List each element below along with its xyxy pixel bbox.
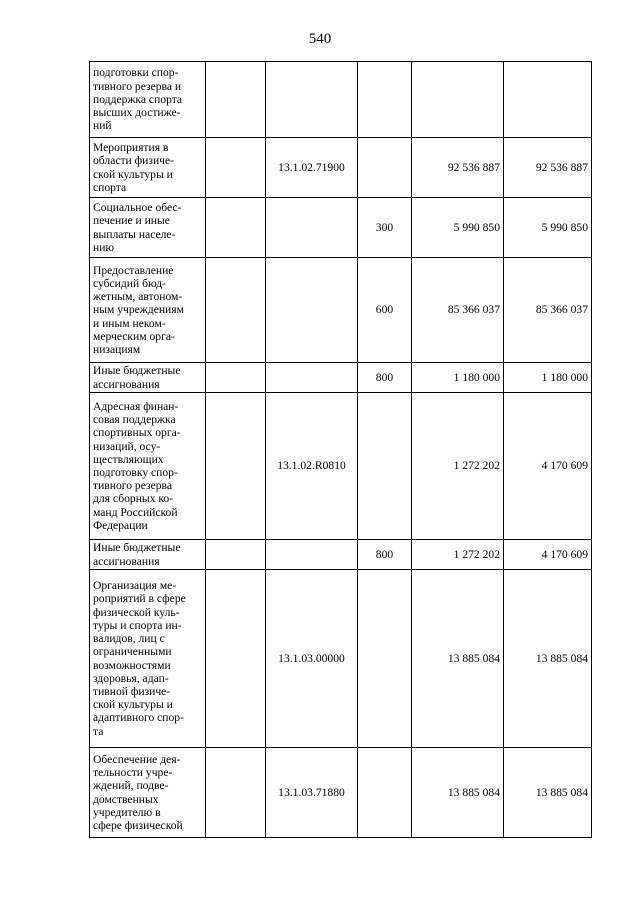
table-row (90, 393, 592, 540)
amount-cell-2: 13 885 084 (504, 748, 592, 838)
table-row (90, 258, 592, 363)
table-row (90, 570, 592, 748)
row-name-cell: Иные бюджетные ассигнования (90, 540, 206, 570)
empty-cell (206, 258, 266, 363)
classification-code-cell: 13.1.02.71900 (266, 138, 358, 198)
empty-cell (206, 198, 266, 258)
empty-cell (206, 62, 266, 138)
classification-code-cell (266, 198, 358, 258)
row-name-cell: Обеспечение дея- тельности учре- ждений, подве- домственных учредителю в сфере физической (90, 748, 206, 838)
row-name-cell: Организация ме- роприятий в сфере физической куль- туры и спорта ин- валидов, лиц с ограниченными возможностями здоровья, адап- тивной физиче- ской культуры и адаптивного спор- та (90, 570, 206, 748)
expense-type-cell: 300 (358, 198, 412, 258)
amount-cell-1: 1 272 202 (412, 540, 504, 570)
amount-cell-2: 92 536 887 (504, 138, 592, 198)
amount-cell-2: 13 885 084 (504, 570, 592, 748)
empty-cell (206, 540, 266, 570)
table-row (90, 62, 592, 138)
row-name-cell: Иные бюджетные ассигнования (90, 363, 206, 393)
table-row (90, 138, 592, 198)
row-name-cell: подготовки спор- тивного резерва и поддержка спорта высших достиже- ний (90, 62, 206, 138)
classification-code-cell (266, 62, 358, 138)
classification-code-cell (266, 540, 358, 570)
budget-table (89, 61, 592, 838)
table-row (90, 748, 592, 838)
amount-cell-1: 13 885 084 (412, 570, 504, 748)
expense-type-cell: 800 (358, 540, 412, 570)
expense-type-cell: 600 (358, 258, 412, 363)
empty-cell (206, 138, 266, 198)
row-name-cell: Адресная финан- совая поддержка спортивных орга- низаций, осу- ществляющих подготовку спор- тивного резерва для сборных ко- манд Российской Федерации (90, 393, 206, 540)
row-name-cell: Мероприятия в области физиче- ской культуры и спорта (90, 138, 206, 198)
page-number: 540 (308, 31, 332, 47)
expense-type-cell (358, 138, 412, 198)
amount-cell-2 (504, 62, 592, 138)
classification-code-cell (266, 363, 358, 393)
expense-type-cell (358, 393, 412, 540)
amount-cell-1 (412, 62, 504, 138)
amount-cell-2: 4 170 609 (504, 540, 592, 570)
amount-cell-2: 1 180 000 (504, 363, 592, 393)
expense-type-cell: 800 (358, 363, 412, 393)
amount-cell-2: 5 990 850 (504, 198, 592, 258)
empty-cell (206, 570, 266, 748)
amount-cell-2: 4 170 609 (504, 393, 592, 540)
empty-cell (206, 393, 266, 540)
expense-type-cell (358, 570, 412, 748)
classification-code-cell: 13.1.03.71880 (266, 748, 358, 838)
row-name-cell: Социальное обес- печение и иные выплаты населе- нию (90, 198, 206, 258)
amount-cell-2: 85 366 037 (504, 258, 592, 363)
amount-cell-1: 13 885 084 (412, 748, 504, 838)
empty-cell (206, 363, 266, 393)
row-name-cell: Предоставление субсидий бюд- жетным, автоном- ным учреждениям и иным неком- мерческим орга- низациям (90, 258, 206, 363)
table-row (90, 540, 592, 570)
amount-cell-1: 5 990 850 (412, 198, 504, 258)
empty-cell (206, 748, 266, 838)
expense-type-cell (358, 62, 412, 138)
amount-cell-1: 92 536 887 (412, 138, 504, 198)
classification-code-cell (266, 258, 358, 363)
classification-code-cell: 13.1.03.00000 (266, 570, 358, 748)
table-row (90, 363, 592, 393)
expense-type-cell (358, 748, 412, 838)
classification-code-cell: 13.1.02.R0810 (266, 393, 358, 540)
amount-cell-1: 1 180 000 (412, 363, 504, 393)
amount-cell-1: 85 366 037 (412, 258, 504, 363)
table-row (90, 198, 592, 258)
amount-cell-1: 1 272 202 (412, 393, 504, 540)
